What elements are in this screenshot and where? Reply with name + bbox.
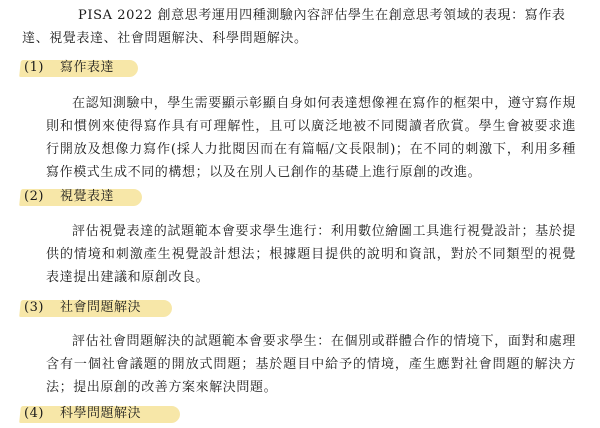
- section-2-title: 視覺表達: [60, 185, 114, 209]
- section-2-number: (2): [20, 185, 60, 209]
- section-2-heading: [20, 185, 114, 209]
- section-3-heading: [20, 296, 141, 320]
- section-4-title: 科學問題解決: [60, 402, 141, 426]
- section-4-heading: [20, 402, 141, 426]
- section-3-number: (3): [20, 296, 60, 320]
- section-1-heading: [20, 56, 114, 80]
- section-4-number: (4): [20, 402, 60, 426]
- intro-paragraph: PISA 2022 創意思考運用四種測驗內容評估學生在創意思考領域的表現：寫作表達、視覺表達、社會問題解決、科學問題解決。: [22, 4, 582, 50]
- section-3-title: 社會問題解決: [60, 296, 141, 320]
- section-3-body: 評估社會問題解決的試題範本會要求學生：在個別或群體合作的情境下，面對和處理含有一個社會議題的開放式問題；基於題目中給予的情境，產生應對社會問題的解決方法；提出原創的改善方案來解決問題。: [46, 330, 576, 399]
- section-1-number: (1): [20, 56, 60, 80]
- section-2-body: 評估視覺表達的試題範本會要求學生進行：利用數位繪圖工具進行視覺設計；基於提供的情境和刺激產生視覺設計想法；根據題目提供的說明和資訊，對於不同類型的視覺表達提出建議和原創改良。: [46, 220, 576, 289]
- section-1-body: 在認知測驗中，學生需要顯示彰顯自身如何表達想像裡在寫作的框架中，遵守寫作規則和慣例來使得寫作具有可理解性，且可以廣泛地被不同閱讀者欣賞。學生會被要求進行開放及想像力寫作(採人力批閱因而在有篇幅/文長限制)；在不同的刺激下，利用多種寫作模式生成不同的構想；以及在別人已創作的基礎上進行原創的改進。: [46, 92, 576, 184]
- section-1-title: 寫作表達: [60, 56, 114, 80]
